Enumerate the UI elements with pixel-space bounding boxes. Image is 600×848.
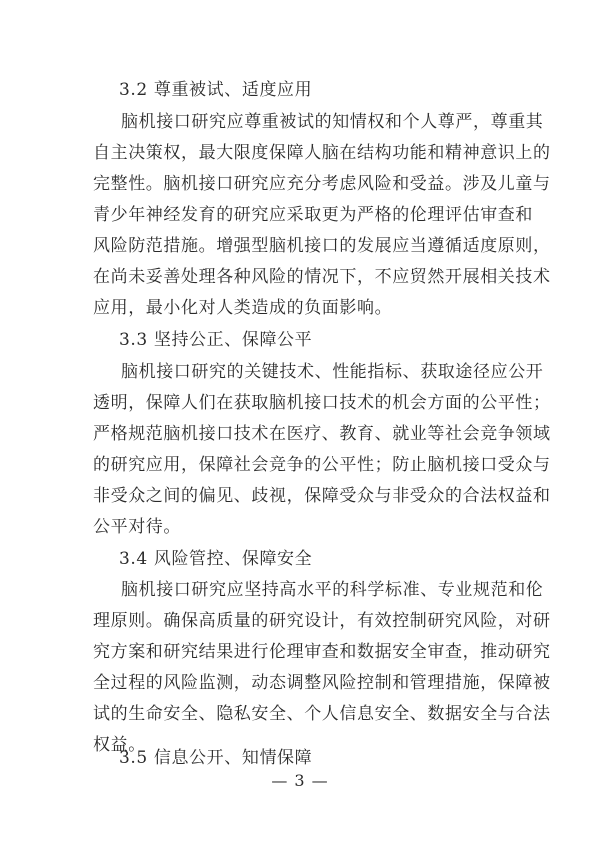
paragraph-line: 透明，保障人们在获取脑机接口技术的机会方面的公平性； [93,393,551,413]
paragraph-line: 非受众之间的偏见、歧视，保障受众与非受众的合法权益和 [93,486,551,506]
page-number: — 3 — [271,771,329,790]
paragraph-line: 权益。 [93,735,146,755]
paragraph-line: 理原则。确保高质量的研究设计，有效控制研究风险，对研 [93,611,551,631]
paragraph-line: 完整性。脑机接口研究应充分考虑风险和受益。涉及儿童与 [93,174,551,194]
paragraph-line: 试的生命安全、隐私安全、个人信息安全、数据安全与合法 [93,704,551,724]
paragraph-line: 应用，最小化对人类造成的负面影响。 [93,298,393,318]
section-heading-3-4: 3.4 风险管控、保障安全 [119,549,313,569]
paragraph-line: 风险防范措施。增强型脑机接口的发展应当遵循适度原则， [93,236,551,256]
paragraph-line: 脑机接口研究应坚持高水平的科学标准、专业规范和伦 [121,580,544,600]
paragraph-line: 自主决策权，最大限度保障人脑在结构功能和精神意识上的 [93,143,551,163]
paragraph-line: 严格规范脑机接口技术在医疗、教育、就业等社会竞争领域 [93,424,551,444]
section-heading-3-3: 3.3 坚持公正、保障公平 [119,330,313,350]
paragraph-line: 的研究应用，保障社会竞争的公平性；防止脑机接口受众与 [93,455,551,475]
section-heading-3-2: 3.2 尊重被试、适度应用 [119,80,313,100]
paragraph-line: 脑机接口研究的关键技术、性能指标、获取途径应公开 [121,362,544,382]
paragraph-line: 青少年神经发育的研究应采取更为严格的伦理评估审查和 [93,205,533,225]
paragraph-line: 全过程的风险监测，动态调整风险控制和管理措施，保障被 [93,673,551,693]
section-heading-3-5: 3.5 信息公开、知情保障 [119,748,313,768]
paragraph-line: 在尚未妥善处理各种风险的情况下，不应贸然开展相关技术 [93,267,551,287]
paragraph-line: 公平对待。 [93,517,181,537]
paragraph-line: 脑机接口研究应尊重被试的知情权和个人尊严，尊重其 [121,112,544,132]
paragraph-line: 究方案和研究结果进行伦理审查和数据安全审查，推动研究 [93,642,551,662]
